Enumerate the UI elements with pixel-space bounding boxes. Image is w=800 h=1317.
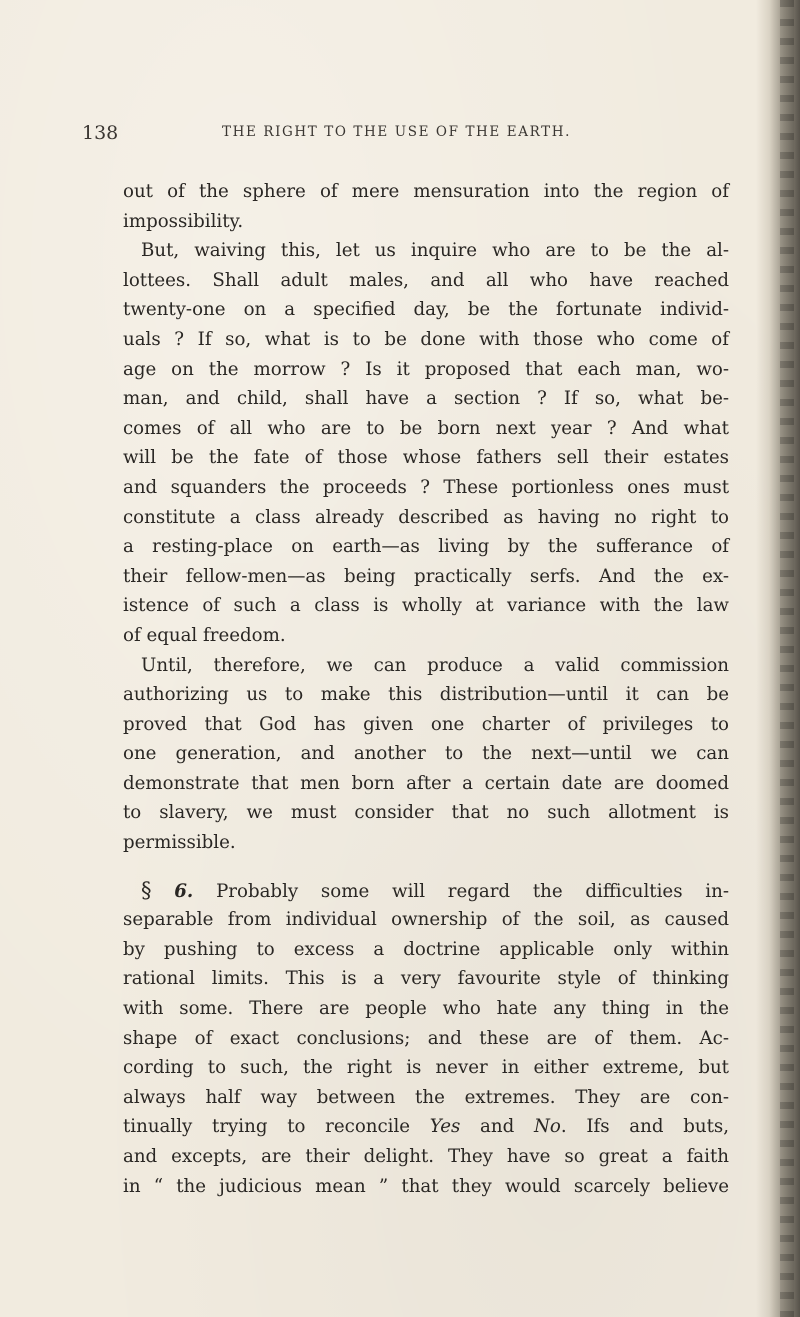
text-line: age on the morrow ? Is it proposed that each man, wo- [123, 358, 729, 380]
page-edge-binding [780, 0, 794, 1317]
body-text [123, 177, 729, 1201]
text-line: of equal freedom. [123, 624, 286, 646]
text-line: constitute a class already described as having no right to [123, 506, 729, 528]
text-line: and squanders the proceeds ? These portionless ones must [123, 476, 729, 498]
text-line: their fellow-men—as being practically serfs. And the ex- [123, 565, 729, 587]
text-line: will be the fate of those whose fathers sell their estates [123, 447, 729, 469]
text-line: uals ? If so, what is to be done with those who come of [123, 328, 729, 350]
text-line: twenty-one on a specified day, be the fortunate individ- [123, 299, 729, 321]
page-number: 138 [82, 122, 119, 144]
text-line: proved that God has given one charter of privileges to [123, 713, 729, 735]
text-fragment: . Ifs and buts, [560, 1116, 729, 1138]
italic-yes: Yes [429, 1116, 461, 1138]
text-line: man, and child, shall have a section ? If so, what be- [123, 388, 729, 410]
section-first-line: Probably some will regard the difficulties in- [216, 880, 729, 902]
text-line: Until, therefore, we can produce a valid commission [141, 654, 729, 676]
text-fragment: and [460, 1116, 534, 1138]
text-line: cording to such, the right is never in either extreme, but [123, 1057, 729, 1079]
text-line: impossibility. [123, 210, 244, 232]
text-line: separable from individual ownership of the soil, as caused [123, 909, 729, 931]
text-line: always half way between the extremes. They are con- [123, 1086, 729, 1108]
text-line: shape of exact conclusions; and these are of them. Ac- [123, 1027, 729, 1049]
text-line: with some. There are people who hate any thing in the [123, 998, 729, 1020]
text-line: But, waiving this, let us inquire who are to be the al- [141, 240, 729, 262]
text-line: istence of such a class is wholly at variance with the law [123, 595, 729, 617]
text-line: comes of all who are to be born next year ? And what [123, 417, 729, 439]
running-head [82, 122, 728, 146]
text-line: by pushing to excess a doctrine applicable only within [123, 938, 729, 960]
text-line: demonstrate that men born after a certain date are doomed [123, 772, 729, 794]
running-head-title: THE RIGHT TO THE USE OF THE EARTH. [222, 124, 571, 140]
text-line: in “ the judicious mean ” that they would scarcely believe [123, 1175, 729, 1197]
section-gap [123, 858, 729, 876]
text-line: lottees. Shall adult males, and all who have reached [123, 269, 729, 291]
section-mark: § [141, 877, 152, 902]
text-line: rational limits. This is a very favourite style of thinking [123, 968, 729, 990]
text-line: a resting-place on earth—as living by the sufferance of [123, 536, 729, 558]
section-heading-line [123, 876, 729, 906]
text-line-yes-no [123, 1112, 729, 1142]
italic-no: No [533, 1116, 561, 1138]
text-fragment: tinually trying to reconcile [123, 1116, 430, 1138]
text-line: to slavery, we must consider that no such allotment is [123, 802, 729, 824]
text-line: and excepts, are their delight. They have so great a faith [123, 1146, 729, 1167]
text-line: permissible. [123, 832, 236, 854]
section-number: 6. [174, 880, 194, 902]
text-line: out of the sphere of mere mensuration into the region of [123, 181, 729, 202]
text-line: authorizing us to make this distribution—until it can be [123, 684, 729, 706]
text-line: one generation, and another to the next—until we can [123, 743, 729, 765]
